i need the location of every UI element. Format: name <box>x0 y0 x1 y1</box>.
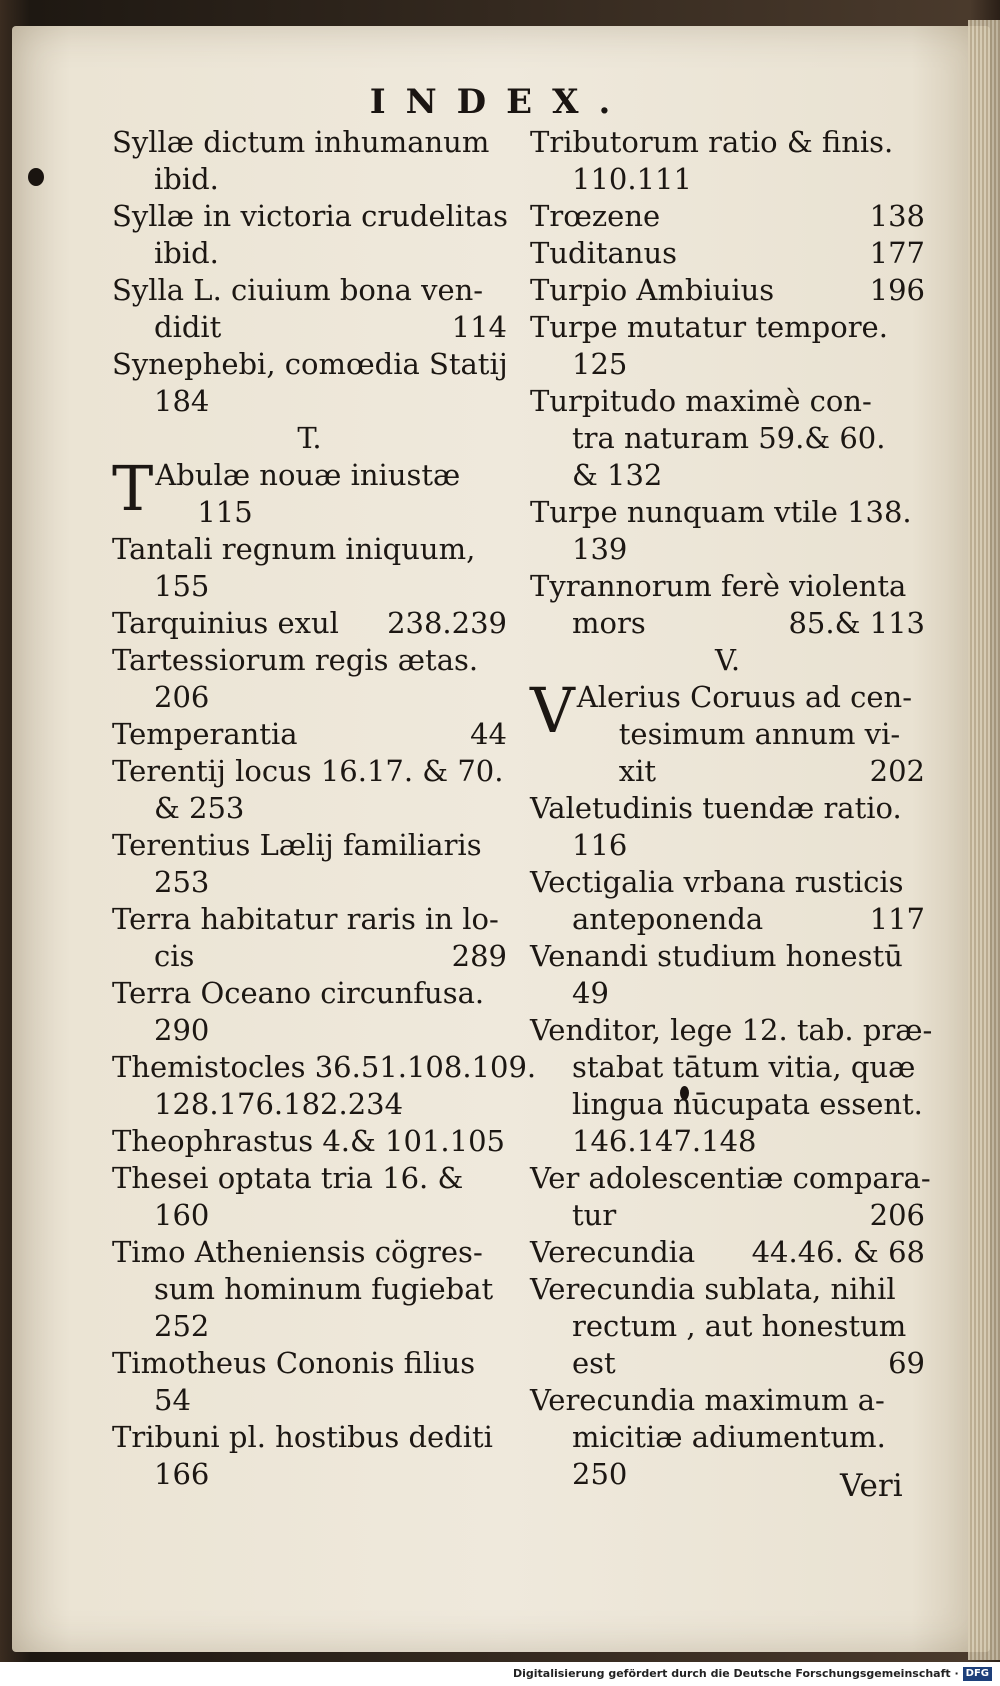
index-entry-continuation <box>530 605 925 642</box>
index-entry <box>112 753 507 790</box>
index-entry <box>112 605 507 642</box>
entry-text: Turpe nunquam vtile 138. <box>530 495 912 529</box>
entry-text: Syllæ dictum inhumanum <box>112 125 490 159</box>
entry-page: 196 <box>869 273 925 307</box>
index-entry <box>530 124 925 161</box>
left-column <box>112 124 537 1493</box>
index-entry-continuation <box>112 1197 507 1234</box>
index-entry-continuation <box>530 531 925 568</box>
entry-text: Verecundia sublata, nihil <box>530 1272 896 1306</box>
entry-text: 146.147.148 <box>572 1124 757 1158</box>
index-entry-continuation <box>530 1345 925 1382</box>
entry-text: 166 <box>154 1457 210 1491</box>
index-entry <box>530 198 925 235</box>
entry-text: tur <box>572 1198 617 1232</box>
index-entry <box>112 1234 507 1271</box>
drop-cap-t: T <box>112 452 154 525</box>
entry-text: 290 <box>154 1013 210 1047</box>
entry-text: Turpio Ambiuius <box>530 273 775 307</box>
index-entry <box>112 1160 507 1197</box>
right-column <box>530 124 933 1493</box>
entry-text: 125 <box>572 347 628 381</box>
entry-text: 139 <box>572 532 628 566</box>
index-entry-continuation <box>112 383 507 420</box>
dfg-logo: DFG <box>963 1667 992 1681</box>
entry-page: 44 <box>470 717 507 751</box>
entry-text: 128.176.182.234 <box>154 1087 404 1121</box>
index-entry-continuation <box>112 161 507 198</box>
entry-text: Timotheus Cononis filius <box>112 1346 476 1380</box>
index-entry-continuation <box>530 1123 925 1160</box>
entry-text: Verecundia <box>530 1235 696 1269</box>
entry-text: anteponenda <box>572 902 764 936</box>
entry-text: 160 <box>154 1198 210 1232</box>
index-entry-continuation <box>112 938 507 975</box>
index-entry-continuation <box>112 864 507 901</box>
entry-text: stabat tātum vitia, quæ <box>572 1050 916 1084</box>
index-entry-continuation <box>530 420 925 457</box>
page-edges <box>968 20 1000 1660</box>
index-entry-continuation <box>112 1456 507 1493</box>
index-entry <box>530 272 925 309</box>
index-entry-continuation <box>530 346 925 383</box>
entry-text: Theophrastus 4.& 101.105 <box>112 1124 505 1158</box>
catchword: Veri <box>840 1468 903 1504</box>
entry-text: tra naturam 59.& 60. <box>572 421 886 455</box>
index-entry <box>530 235 925 272</box>
entry-text: Sylla L. ciuium bona ven- <box>112 273 484 307</box>
entry-text: Synephebi, comœdia Statij <box>112 347 508 381</box>
index-entry <box>112 272 507 309</box>
index-entry <box>112 716 507 753</box>
entry-text: Terra habitatur raris in lo- <box>112 902 499 936</box>
entry-text: Terentius Lælij familiaris <box>112 828 482 862</box>
entry-text: ibid. <box>154 162 219 196</box>
index-entry-continuation <box>112 568 507 605</box>
index-entry-continuation <box>530 901 925 938</box>
entry-text: Turpitudo maximè con- <box>530 384 872 418</box>
index-entry <box>112 901 507 938</box>
index-entry <box>112 346 507 383</box>
entry-text: micitiæ adiumentum. <box>572 1420 886 1454</box>
entry-page: 202 <box>869 754 925 788</box>
entry-text: Abulæ nouæ iniustæ <box>155 458 461 492</box>
entry-text: Tartessiorum regis ætas. <box>112 643 479 677</box>
entry-page: 206 <box>869 1198 925 1232</box>
entries-after-v <box>530 790 933 1493</box>
index-entry-continuation <box>530 1308 925 1345</box>
entry-text: Ver adolescentiæ compara- <box>530 1161 931 1195</box>
index-entry-continuation <box>112 235 507 272</box>
index-entry-continuation <box>112 309 507 346</box>
index-entry <box>530 494 925 531</box>
page-title: INDEX. <box>369 82 631 122</box>
index-entry <box>112 124 507 161</box>
entry-page: 238.239 <box>387 606 507 640</box>
entry-text: Tyrannorum ferè violenta <box>530 569 907 603</box>
entry-text: Venditor, lege 12. tab. præ- <box>530 1013 933 1047</box>
index-entry <box>530 1234 925 1271</box>
index-entry-continuation <box>112 1012 507 1049</box>
index-entry-continuation <box>530 1197 925 1234</box>
entry-text: Timo Atheniensis cögres- <box>112 1235 483 1269</box>
entry-text: Themistocles 36.51.108.109. <box>112 1050 537 1084</box>
index-entry-continuation <box>577 716 925 753</box>
entry-text: Valetudinis tuendæ ratio. <box>530 791 902 825</box>
entry-text: Tarquinius exul <box>112 606 339 640</box>
entry-text: lingua nūcupata essent. <box>572 1087 923 1121</box>
entry-text: Venandi studium honestū <box>530 939 903 973</box>
index-entry <box>112 531 507 568</box>
index-entry <box>155 457 507 494</box>
index-entry-continuation <box>112 1086 507 1123</box>
entry-text: xit <box>618 754 657 788</box>
entry-text: Trœzene <box>530 199 661 233</box>
index-entry <box>112 975 507 1012</box>
entry-text: sum hominum fugiebat <box>154 1272 494 1306</box>
entry-text: Temperantia <box>112 717 298 751</box>
index-entry <box>112 1123 507 1160</box>
index-entry <box>530 383 925 420</box>
entry-text: Terra Oceano circunfusa. <box>112 976 485 1010</box>
index-entry-continuation <box>112 1382 507 1419</box>
index-entry-continuation <box>530 1086 925 1123</box>
entry-page: 138 <box>869 199 925 233</box>
digitization-credit <box>0 1662 1000 1686</box>
index-entry-continuation <box>530 1049 925 1086</box>
entry-text: 252 <box>154 1309 210 1343</box>
entry-text: 253 <box>154 865 210 899</box>
index-entry <box>530 938 925 975</box>
index-entry <box>530 1382 925 1419</box>
section-letter-v: V. <box>714 643 741 677</box>
index-entry <box>112 1345 507 1382</box>
index-entry-continuation <box>530 1419 925 1456</box>
entry-text: Tantali regnum iniquum, <box>112 532 476 566</box>
entries-after-t <box>112 531 537 1493</box>
entry-text: Tribuni pl. hostibus dediti <box>112 1420 493 1454</box>
section-letter-t: T. <box>297 421 322 455</box>
index-entry <box>112 1419 507 1456</box>
entry-text: est <box>572 1346 616 1380</box>
entries-before-t <box>112 124 507 420</box>
index-entry-continuation <box>530 975 925 1012</box>
index-entry <box>530 568 925 605</box>
entry-text: & 253 <box>154 791 245 825</box>
entry-text: 110.111 <box>572 162 692 196</box>
index-entry <box>530 1160 931 1197</box>
index-entry <box>112 642 507 679</box>
index-entry-continuation <box>112 679 507 716</box>
entry-page: 44.46. & 68 <box>751 1235 925 1269</box>
entry-text: 155 <box>154 569 210 603</box>
entry-text: tesimum annum vi- <box>618 717 901 751</box>
index-entry <box>112 1049 537 1086</box>
entry-text: 49 <box>572 976 609 1010</box>
entry-page: 85.& 113 <box>788 606 925 640</box>
index-entry-continuation <box>530 161 925 198</box>
drop-cap-entry-v <box>530 674 925 790</box>
drop-cap-v: V <box>530 674 575 747</box>
entry-text: Tuditanus <box>530 236 678 270</box>
entry-text: ibid. <box>154 236 219 270</box>
entry-page: 117 <box>869 902 925 936</box>
index-entry <box>530 1271 925 1308</box>
ink-spot <box>28 168 44 186</box>
index-entry <box>530 1012 933 1049</box>
index-entry-continuation <box>112 790 507 827</box>
entry-text: Alerius Coruus ad cen- <box>576 680 912 714</box>
entry-text: cis <box>154 939 195 973</box>
index-entry <box>530 864 925 901</box>
index-entry-continuation <box>155 494 507 531</box>
entry-text: 250 <box>572 1457 628 1491</box>
entry-page: 114 <box>451 310 507 344</box>
entry-text: & 132 <box>572 458 663 492</box>
entry-text: 206 <box>154 680 210 714</box>
drop-cap-entry-t <box>112 452 507 531</box>
entry-text: Verecundia maximum a- <box>530 1383 885 1417</box>
entry-text: didit <box>154 310 222 344</box>
entry-text: Vectigalia vrbana rusticis <box>530 865 904 899</box>
entry-text: 116 <box>572 828 628 862</box>
index-entry-continuation <box>112 1308 507 1345</box>
entry-text: Tributorum ratio & finis. <box>530 125 894 159</box>
entry-page: 289 <box>451 939 507 973</box>
entry-text: Syllæ in victoria crudelitas <box>112 199 508 233</box>
index-entry-continuation <box>577 753 925 790</box>
entry-page: 177 <box>869 236 925 270</box>
entry-page: 115 <box>197 495 253 529</box>
index-entry-continuation <box>530 827 925 864</box>
entry-text: 54 <box>154 1383 191 1417</box>
entry-text: Thesei optata tria 16. & <box>112 1161 464 1195</box>
entry-page: 69 <box>888 1346 925 1380</box>
entry-text: 184 <box>154 384 210 418</box>
entry-text: rectum , aut honestum <box>572 1309 907 1343</box>
index-entry <box>112 198 507 235</box>
entry-text: mors <box>572 606 646 640</box>
index-entry <box>112 827 507 864</box>
index-entry <box>530 790 925 827</box>
entry-text: Terentij locus 16.17. & 70. <box>112 754 504 788</box>
entries-before-v <box>530 124 925 642</box>
entry-text: Turpe mutatur tempore. <box>530 310 888 344</box>
credit-text: Digitalisierung gefördert durch die Deutsche Forschungsgemeinschaft · <box>512 1667 959 1680</box>
index-entry-continuation <box>112 1271 507 1308</box>
index-entry-continuation <box>530 457 925 494</box>
index-entry <box>530 309 925 346</box>
index-entry <box>577 679 925 716</box>
